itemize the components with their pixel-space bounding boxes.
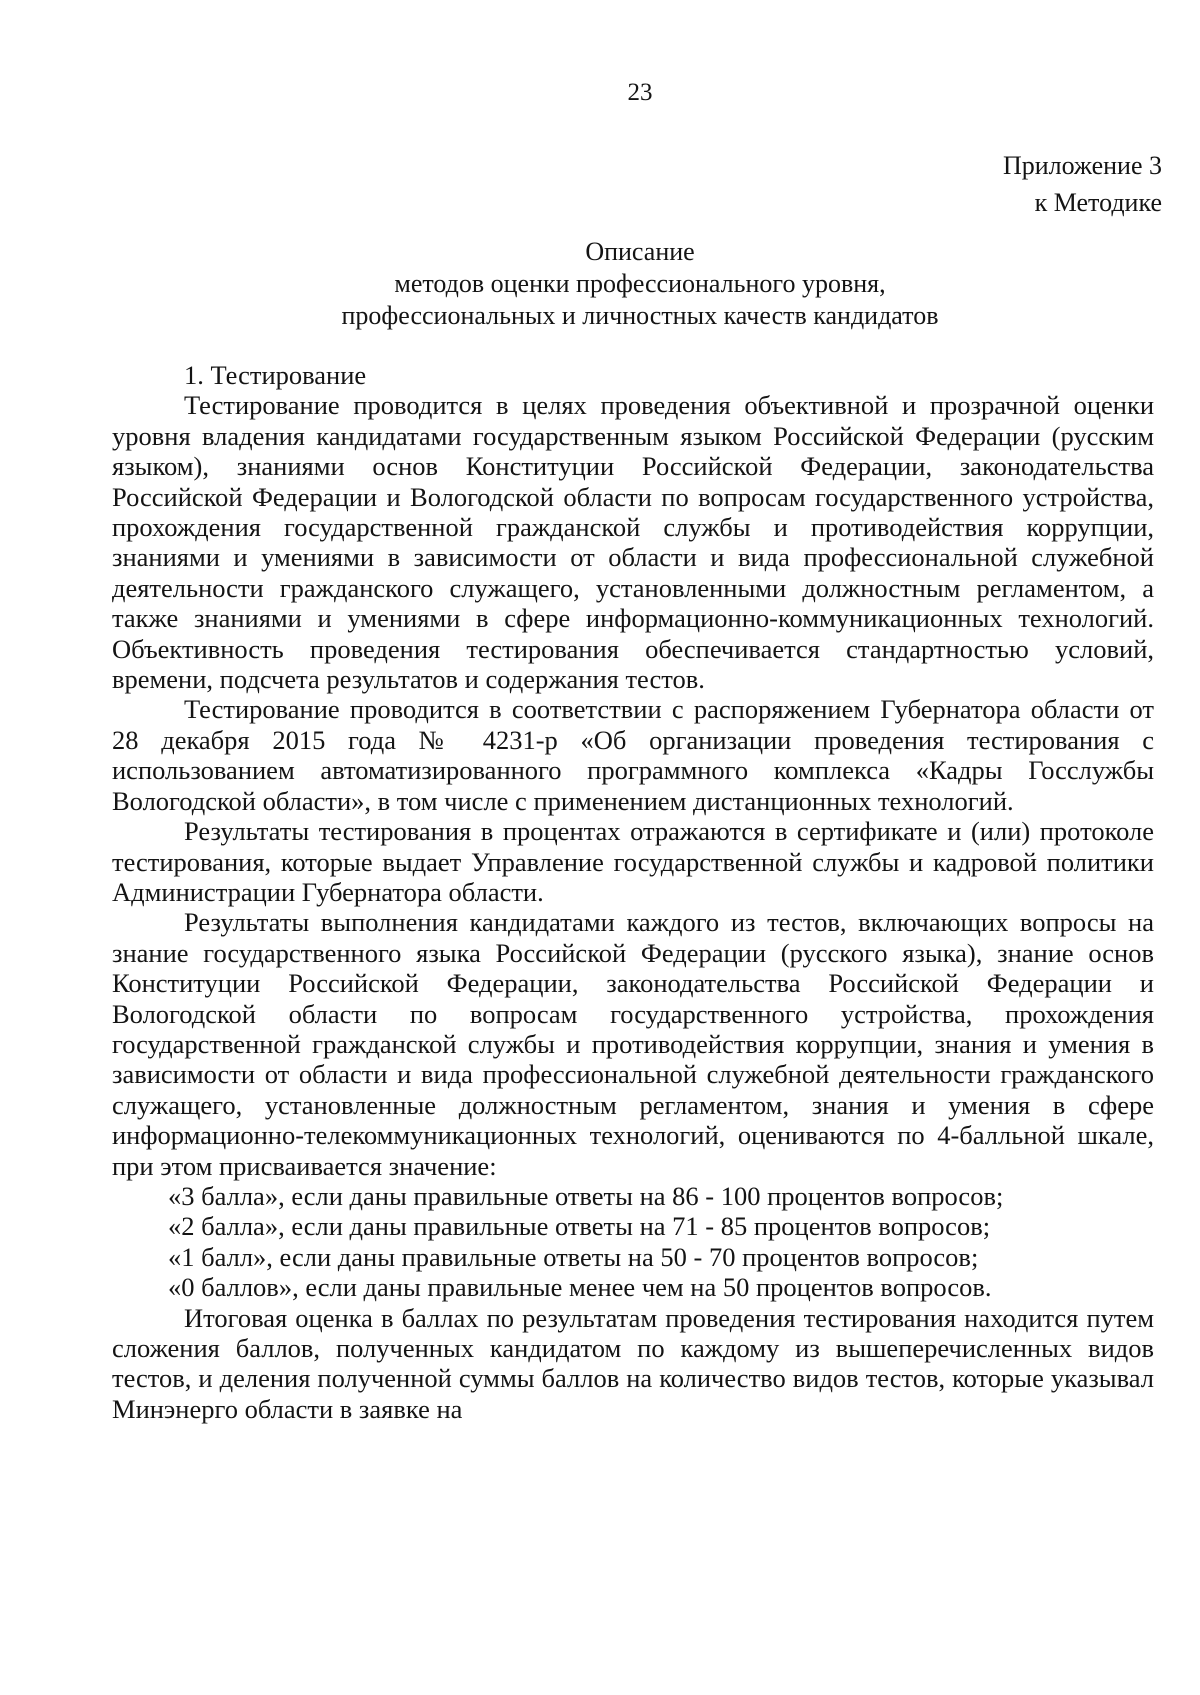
paragraph-testing-results: Результаты тестирования в процентах отражаются в сертификате и (или) протоколе тестирования, которые выдает Управление государственной службы и кадровой политики Администрации Губернатора области. [112,816,1154,907]
title-line-2: методов оценки профессионального уровня, [394,269,886,298]
document-title [220,236,1060,332]
appendix-line-1: Приложение 3 [1002,151,1162,180]
paragraph-testing-basis: Тестирование проводится в соответствии с распоряжением Губернатора области от 28 декабря 2015 года № 4231-р «Об организации проведения тестирования с использованием автоматизированного программного комплекса «Кадры Госслужбы Вологодской области», в том числе с применением дистанционных технологий. [112,694,1154,816]
document-body [112,360,1154,1424]
title-line-1: Описание [585,237,695,266]
section-heading: 1. Тестирование [184,360,367,390]
score-line-3: «3 балла», если даны правильные ответы на 86 - 100 процентов вопросов; [168,1180,1004,1211]
appendix-reference [1003,147,1162,221]
appendix-line-2: к Методике [1034,188,1162,217]
paragraph-scoring-scale: Результаты выполнения кандидатами каждого из тестов, включающих вопросы на знание государственного языка Российской Федерации (русского языка), знание основ Конституции Российской Федерации, законодательства Российской Федерации и Вологодской области по вопросам государственного устройства, прохождения государственной гражданской службы и противодействия коррупции, знания и умения в зависимости от области и вида профессиональной служебной деятельности гражданского служащего, установленные должностным регламентом, знания и умения в сфере информационно-телекоммуникационных технологий, оцениваются по 4-балльной шкале, при этом присваивается значение: [112,907,1154,1181]
score-line-2: «2 балла», если даны правильные ответы на 71 - 85 процентов вопросов; [168,1211,991,1242]
score-line-0: «0 баллов», если даны правильные менее чем на 50 процентов вопросов. [168,1272,992,1303]
paragraph-testing-purpose: Тестирование проводится в целях проведения объективной и прозрачной оценки уровня владения кандидатами государственным языком Российской Федерации (русским языком), знаниями основ Конституции Российской Федерации, законодательства Российской Федерации и Вологодской области по вопросам государственного устройства, прохождения государственной гражданской службы и противодействия коррупции, знаниями и умениями в зависимости от области и вида профессиональной служебной деятельности гражданского служащего, установленными должностным регламентом, а также знаниями и умениями в сфере информационно-коммуникационных технологий. Объективность проведения тестирования обеспечивается стандартностью условий, времени, подсчета результатов и содержания тестов. [112,390,1154,695]
page-number: 23 [627,79,653,106]
title-line-3: профессиональных и личностных качеств кандидатов [341,301,939,330]
score-line-1: «1 балл», если даны правильные ответы на 50 - 70 процентов вопросов; [168,1241,979,1272]
paragraph-final-score: Итоговая оценка в баллах по результатам проведения тестирования находится путем сложения баллов, полученных кандидатом по каждому из вышеперечисленных видов тестов, и деления полученной суммы баллов на количество видов тестов, которые указывал Минэнерго области в заявке на [112,1302,1154,1424]
